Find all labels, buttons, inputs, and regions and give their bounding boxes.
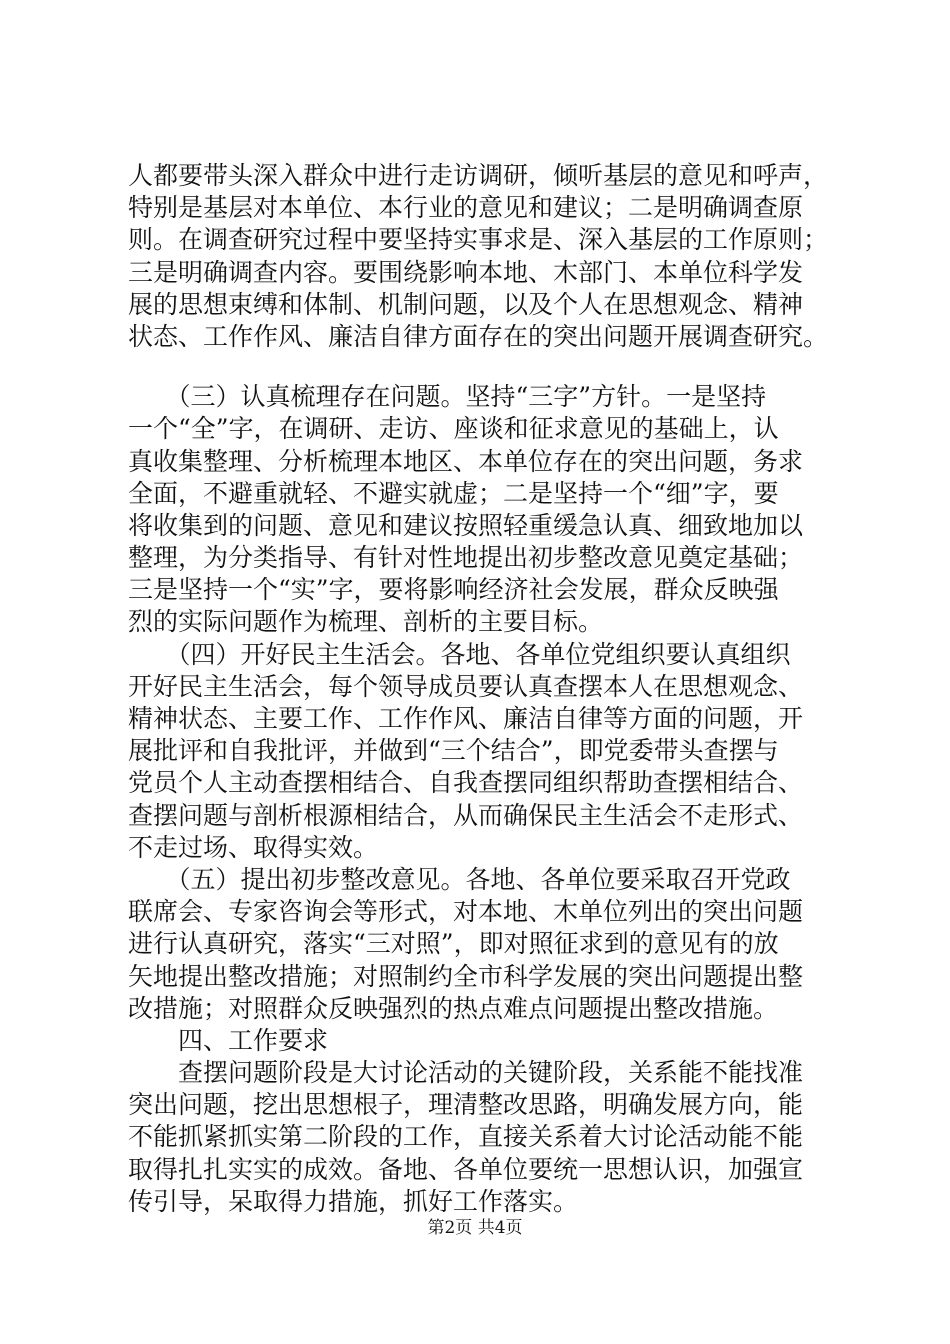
- text-line: 传引导，呆取得力措施，抓好工作落实。: [128, 1186, 579, 1216]
- text-line: 状态、工作作风、廉洁自律方面存在的突出问题开展调查研究。: [128, 321, 829, 351]
- paragraph-continuation: [128, 160, 828, 353]
- text-line: 则。在调查研究过程中要坚持实事求是、深入基层的工作原则；: [128, 225, 829, 255]
- paragraph-section-3: [128, 381, 828, 639]
- text-line: （三）认真梳理存在问题。坚持“三字”方针。一是坚持: [128, 382, 767, 412]
- text-line: 人都要带头深入群众中进行走访调研，倾听基层的意见和呼声，: [128, 161, 829, 190]
- text-line: 将收集到的问题、意见和建议按照轻重缓急认真、细致地加以: [128, 510, 804, 540]
- text-line: 查摆问题阶段是大讨论活动的关键阶段，关系能不能找准: [128, 1058, 804, 1088]
- text-line: 查摆问题与剖析根源相结合，从而确保民主生活会不走形式、: [128, 800, 804, 830]
- paragraph-work-requirements: [128, 1057, 828, 1218]
- text-line: 党员个人主动查摆相结合、自我查摆同组织帮助查摆相结合、: [128, 768, 804, 798]
- text-line: 特别是基层对本单位、本行业的意见和建议；二是明确调查原: [128, 193, 804, 223]
- paragraph-gap: [128, 353, 828, 381]
- document-body: [128, 160, 828, 1218]
- paragraph-section-4: [128, 639, 828, 864]
- text-line: 全面，不避重就轻、不避实就虚；二是坚持一个“细”字，要: [128, 478, 779, 508]
- text-line: 展批评和自我批评，并做到“三个结合”，即党委带头查摆与: [128, 736, 779, 766]
- text-line: 取得扎扎实实的成效。备地、各单位要统一思想认识，加强宣: [128, 1154, 804, 1184]
- text-line: 三是坚持一个“实”字，要将影响经济社会发展，群众反映强: [128, 575, 779, 605]
- text-line: 改措施；对照群众反映强烈的热点难点问题提出整改措施。: [128, 993, 779, 1023]
- text-line: 矢地提出整改措施；对照制约全市科学发展的突出问题提出整: [128, 961, 804, 991]
- text-line: 一个“全”字，在调研、走访、座谈和征求意见的基础上，认: [128, 414, 779, 444]
- text-line: 精神状态、主要工作、工作作风、廉洁自律等方面的问题，开: [128, 704, 804, 733]
- page-number-footer: 第2页 共4页: [427, 1218, 523, 1238]
- text-line: 突出问题，挖出思想根子，理清整改思路，明确发展方向，能: [128, 1090, 804, 1120]
- heading-work-requirements: [128, 1025, 828, 1057]
- text-line: 整理，为分类指导、有针对性地提出初步整改意见奠定基础；: [128, 543, 804, 573]
- text-line: 联席会、专家咨询会等形式，对本地、木单位列出的突出问题: [128, 897, 804, 927]
- text-line: （四）开好民主生活会。各地、各单位党组织要认真组织: [128, 639, 791, 669]
- paragraph-section-5: [128, 864, 828, 1025]
- text-line: 不能抓紧抓实第二阶段的工作，直接关系着大讨论活动能不能: [128, 1122, 804, 1152]
- section-heading: 四、工作要求: [128, 1025, 329, 1055]
- text-line: 展的思想束缚和体制、机制问题，以及个人在思想观念、精神: [128, 289, 804, 319]
- text-line: 开好民主生活会，每个领导成员要认真查摆本人在思想观念、: [128, 671, 804, 701]
- text-line: （五）提出初步整改意见。各地、各单位要采取召开党政: [128, 864, 791, 894]
- text-line: 进行认真研究，落实“三对照”，即对照征求到的意见有的放: [128, 929, 779, 959]
- text-line: 不走过场、取得实效。: [128, 832, 379, 862]
- text-line: 真收集整理、分析梳理本地区、本单位存在的突出问题，务求: [128, 446, 804, 476]
- text-line: 三是明确调查内容。要围绕影响本地、木部门、本单位科学发: [128, 257, 804, 287]
- text-line: 烈的实际问题作为梳理、剖析的主要目标。: [128, 607, 604, 637]
